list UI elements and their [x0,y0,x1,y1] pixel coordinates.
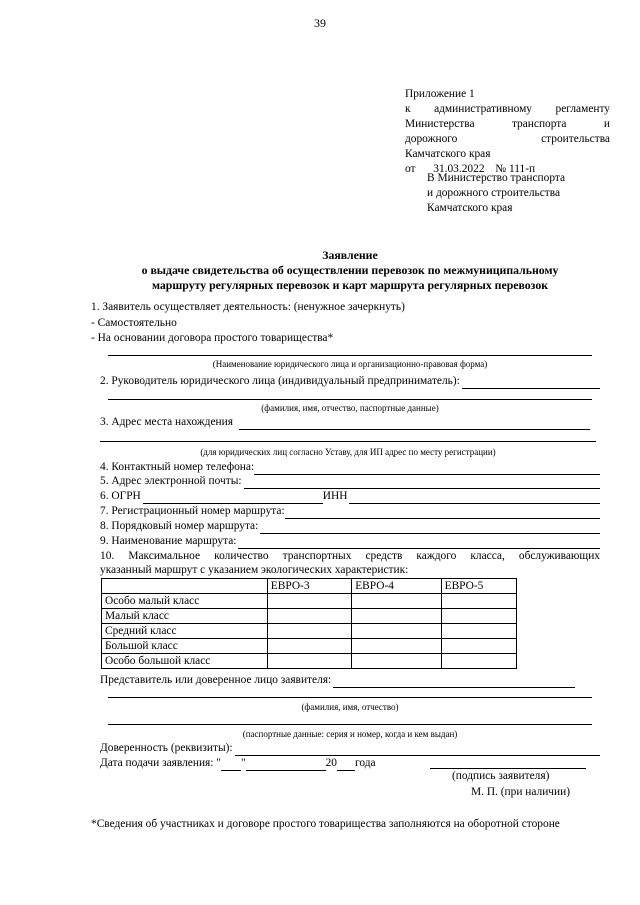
head-field-continuation[interactable] [108,399,592,400]
route-registration-field[interactable] [285,507,600,519]
table-row [102,639,517,654]
item-5-row [100,474,600,489]
representative-row [100,673,575,688]
date-month-field[interactable] [246,759,326,771]
table-header-cell: ЕВРО-3 [267,579,351,594]
route-serial-field[interactable] [260,522,600,534]
item-3-row [100,415,590,430]
table-input-cell[interactable] [267,609,351,624]
representative-passport-field[interactable] [108,724,592,725]
caption-address: (для юридических лиц согласно Уставу, для ИП адрес по месту регистрации) [200,447,496,457]
table-input-cell[interactable] [267,639,351,654]
table-row [102,594,517,609]
item-2-label: 2. Руководитель юридического лица (индивидуальный предприниматель): [100,375,460,387]
item-6-inn-label: ИНН [322,490,348,502]
page-number: 39 [314,16,326,30]
table-input-cell[interactable] [441,594,516,609]
table-header-cell: ЕВРО-4 [352,579,441,594]
option-independent: - Самостоятельно [91,317,177,329]
vehicle-class-label: Средний класс [102,624,268,639]
table-input-cell[interactable] [352,624,441,639]
table-input-cell[interactable] [441,639,516,654]
eco-class-table [101,578,517,669]
annex-date: 31.03.2022 [433,163,485,175]
item-7-row [100,504,600,519]
table-row [102,654,517,669]
table-header-cell: ЕВРО-5 [441,579,516,594]
date-day-field[interactable] [221,759,241,771]
table-input-cell[interactable] [267,594,351,609]
title-line: Заявление [322,248,378,262]
vehicle-class-label: Особо большой класс [102,654,268,669]
annex-line: Министерства транспорта и [405,118,610,130]
document-title [0,248,640,293]
table-row [102,624,517,639]
item-8-row [100,519,600,534]
addressee-line: В Министерство транспорта [427,172,566,184]
item-8-label: 8. Порядковый номер маршрута: [100,520,259,532]
table-input-cell[interactable] [267,654,351,669]
title-line: о выдаче свидетельства об осуществлении перевозок по межмуниципальному [141,263,559,277]
item-4-label: 4. Контактный номер телефона: [100,461,255,473]
representative-field[interactable] [333,676,575,688]
addressee-line: и дорожного строительства [427,187,561,199]
year-prefix: 20 [325,757,337,769]
annex-line: к административному регламенту [405,103,610,115]
head-field[interactable] [462,377,600,389]
email-field[interactable] [244,477,600,489]
item-1: 1. Заявитель осуществляет деятельность: (ненужное зачеркнуть) [91,301,405,313]
item-10-line-1: 10. Максимальное количество транспортных средств каждого класса, обслуживающих [100,550,600,562]
item-3-label: 3. Адрес места нахождения [100,416,233,428]
option-partnership: - На основании договора простого товарищества* [91,332,334,344]
date-year-field[interactable] [337,759,355,771]
address-field[interactable] [239,418,590,430]
table-input-cell[interactable] [441,624,516,639]
caption-representative-name: (фамилия, имя, отчество) [301,702,399,712]
table-input-cell[interactable] [352,639,441,654]
caption-head-person: (фамилия, имя, отчество, паспортные данные) [261,403,439,413]
vehicle-class-label: Малый класс [102,609,268,624]
org-name-field[interactable] [108,355,592,356]
annex-date-prefix: от [405,163,416,175]
inn-field[interactable] [349,492,600,504]
address-field-continuation[interactable] [100,441,596,442]
footnote: *Сведения об участниках и договоре простого товарищества заполняются на оборотной стороне [91,818,560,830]
route-name-field[interactable] [238,537,600,549]
power-of-attorney-label: Доверенность (реквизиты): [100,742,233,754]
addressee-line: Камчатского края [427,202,513,214]
item-9-row [100,534,600,549]
item-2-row [100,374,600,389]
table-input-cell[interactable] [352,609,441,624]
table-row [102,609,517,624]
signature-caption: (подпись заявителя) [452,770,550,782]
annex-title: Приложение 1 [405,88,475,100]
vehicle-class-label: Особо малый класс [102,594,268,609]
annex-line: Камчатского края [405,148,491,160]
item-10-line-2: указанный маршрут с указанием экологических характеристик: [100,564,409,576]
annex-line: дорожного строительства [405,133,610,145]
item-6-ogrn-label: 6. ОГРН [100,490,141,502]
power-of-attorney-field[interactable] [235,744,600,756]
item-9-label: 9. Наименование маршрута: [100,535,237,547]
title-line: маршруту регулярных перевозок и карт маршрута регулярных перевозок [151,278,549,292]
vehicle-class-label: Большой класс [102,639,268,654]
item-7-label: 7. Регистрационный номер маршрута: [100,505,285,517]
item-5-label: 5. Адрес электронной почты: [100,475,242,487]
item-6-row [100,489,600,504]
table-input-cell[interactable] [441,609,516,624]
addressee [427,171,565,216]
table-input-cell[interactable] [267,624,351,639]
table-input-cell[interactable] [352,594,441,609]
annex-number: № 111-п [495,163,536,175]
year-suffix: года [354,757,376,769]
representative-label: Представитель или доверенное лицо заявителя: [100,674,332,686]
caption-passport: (паспортные данные: серия и номер, когда и кем выдан) [242,729,458,739]
date-quote: " [240,757,246,769]
table-input-cell[interactable] [352,654,441,669]
item-4-row [100,460,600,475]
table-header-row [102,579,517,594]
annex-header [405,87,610,177]
table-input-cell[interactable] [441,654,516,669]
ogrn-field[interactable] [143,492,323,504]
stamp-note: М. П. (при наличии) [471,786,571,798]
power-of-attorney-row [100,741,600,756]
table-header-cell [102,579,268,594]
date-label: Дата подачи заявления: " [100,757,221,769]
representative-name-field[interactable] [108,697,592,698]
caption-org-name: (Наименование юридического лица и организационно-правовая форма) [212,359,488,369]
